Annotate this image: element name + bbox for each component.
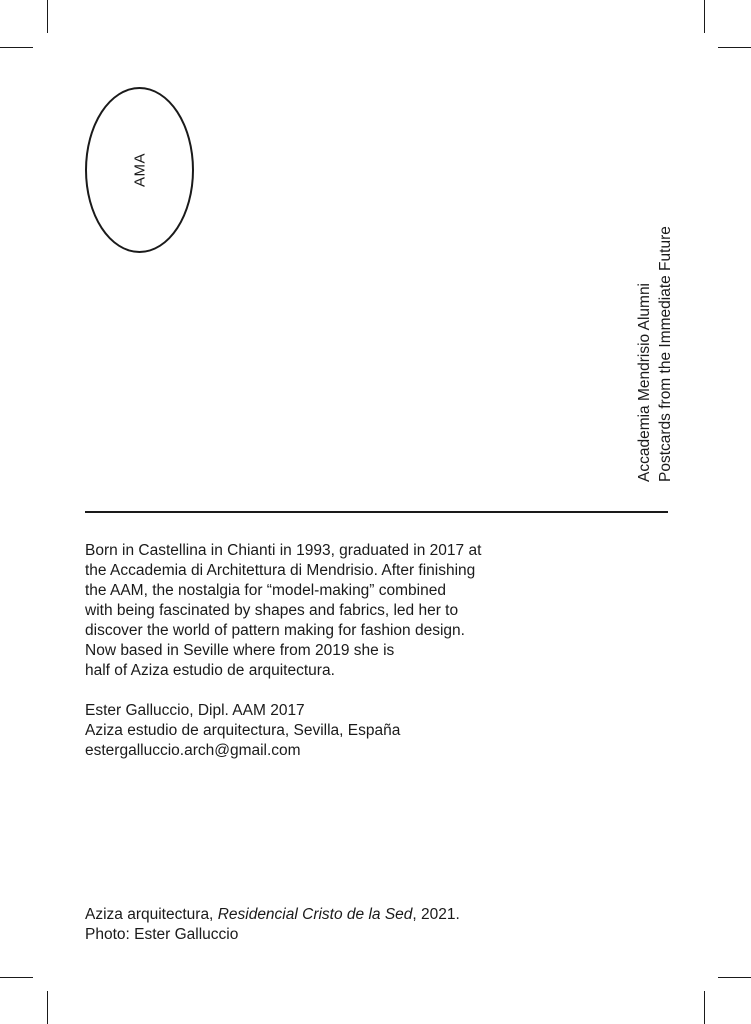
bio-line: Now based in Seville where from 2019 she is xyxy=(85,642,395,659)
bio-line: Born in Castellina in Chianti in 1993, graduated in 2017 at xyxy=(85,542,482,559)
crop-mark-left-top xyxy=(0,47,33,48)
side-title xyxy=(634,226,676,482)
contact-block xyxy=(85,701,555,761)
photo-caption xyxy=(85,905,585,945)
crop-mark-right-top xyxy=(718,47,751,48)
ama-logo xyxy=(85,87,194,253)
side-title-line-1: Accademia Mendrisio Alumni xyxy=(636,282,653,482)
crop-mark-bottom-right xyxy=(704,991,705,1024)
contact-name: Ester Galluccio, Dipl. AAM 2017 xyxy=(85,702,305,719)
bio-paragraph xyxy=(85,541,555,681)
caption-line xyxy=(85,905,585,925)
crop-mark-top-right xyxy=(704,0,705,33)
logo-text: AMA xyxy=(131,152,148,188)
side-title-line-2: Postcards from the Immediate Future xyxy=(657,226,674,482)
crop-mark-top-left xyxy=(47,0,48,33)
crop-mark-bottom-left xyxy=(47,991,48,1024)
caption-suffix: , 2021. xyxy=(412,906,460,923)
crop-mark-right-bottom xyxy=(718,977,751,978)
crop-mark-left-bottom xyxy=(0,977,33,978)
bio-line: the Accademia di Architettura di Mendrisio. After finishing xyxy=(85,562,476,579)
divider xyxy=(85,511,668,513)
bio-line: discover the world of pattern making for fashion design. xyxy=(85,622,465,639)
caption-prefix: Aziza arquitectura, xyxy=(85,906,218,923)
contact-studio: Aziza estudio de arquitectura, Sevilla, España xyxy=(85,722,401,739)
caption-photo-credit: Photo: Ester Galluccio xyxy=(85,926,239,943)
contact-email[interactable]: estergalluccio.arch@gmail.com xyxy=(85,742,301,759)
caption-project-title: Residencial Cristo de la Sed xyxy=(217,906,413,923)
bio-line: half of Aziza estudio de arquitectura. xyxy=(85,662,335,679)
bio-line: with being fascinated by shapes and fabrics, led her to xyxy=(85,602,459,619)
bio-line: the AAM, the nostalgia for “model-making” combined xyxy=(85,582,446,599)
